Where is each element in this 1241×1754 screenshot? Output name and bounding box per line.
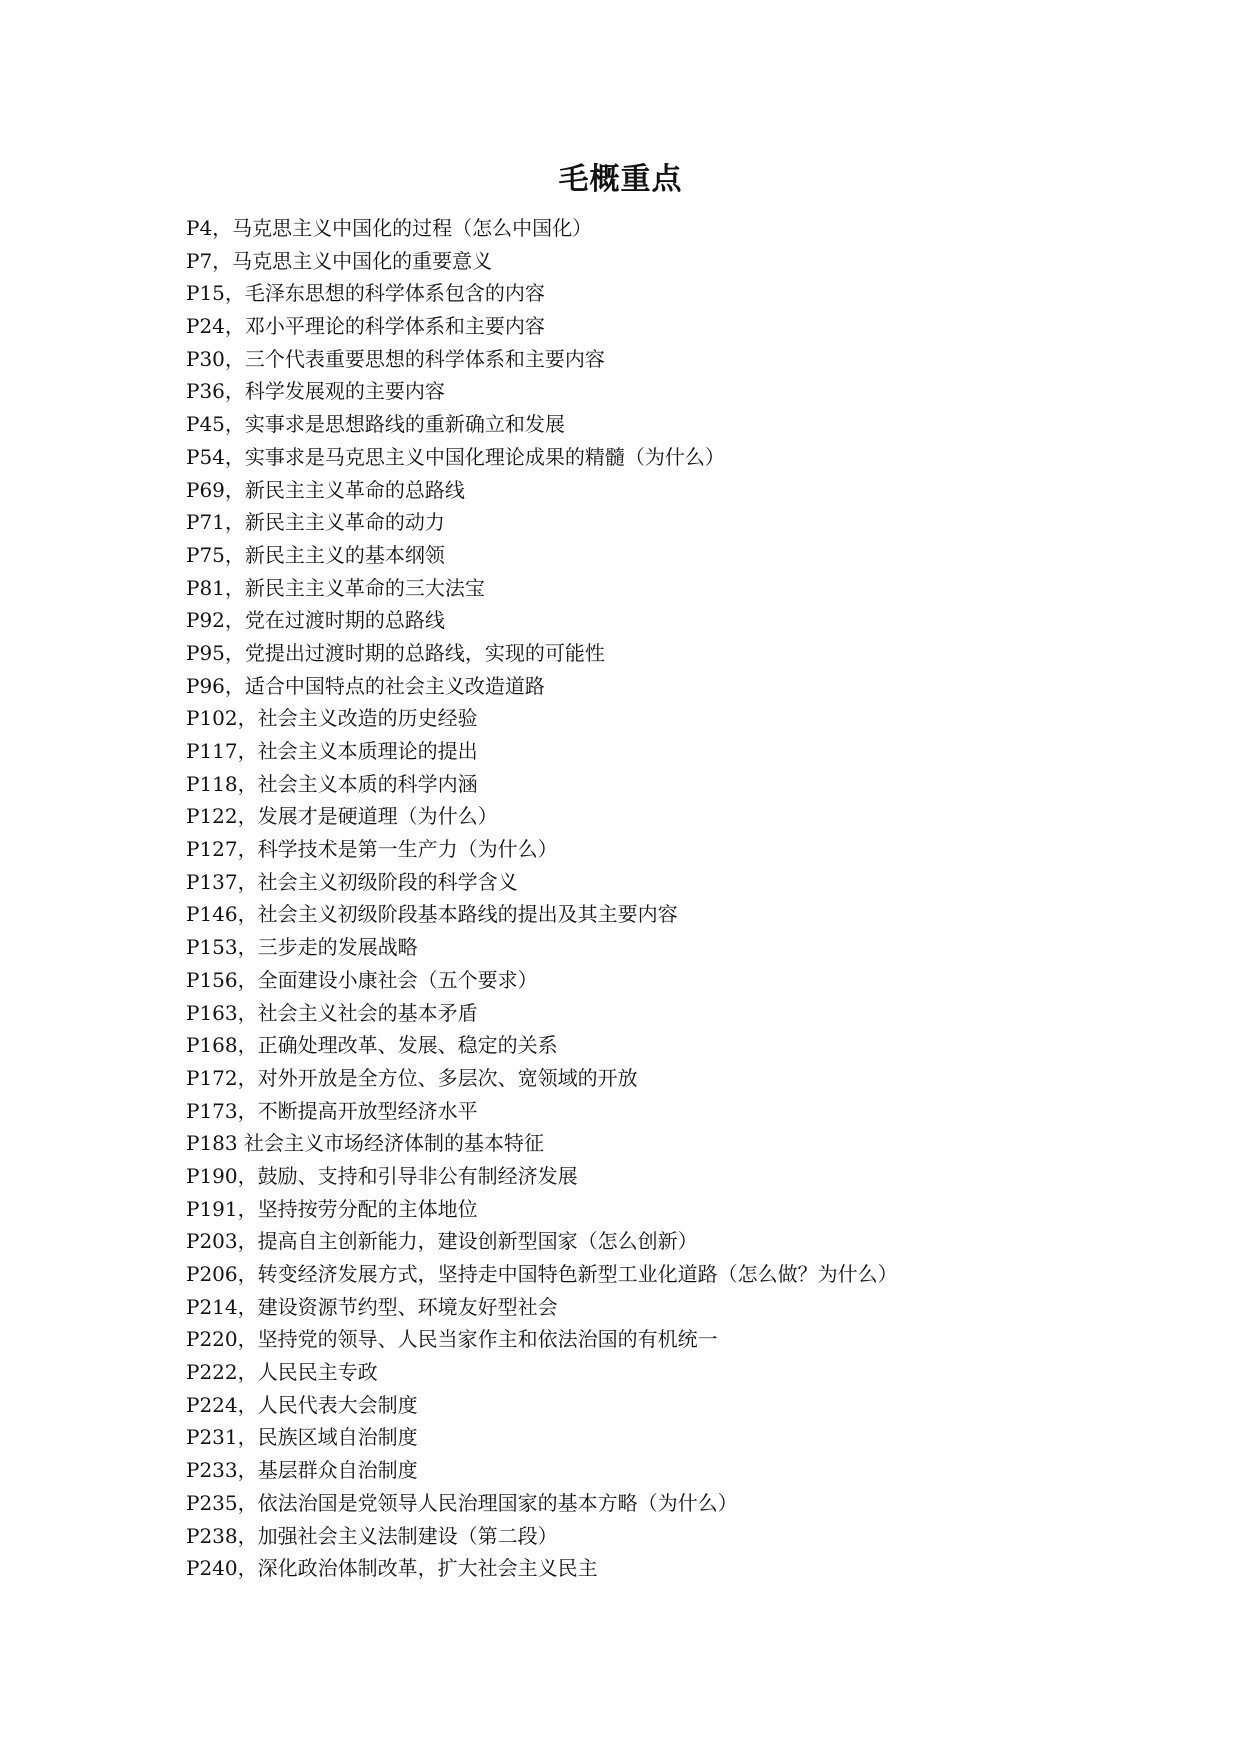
- list-item: P153，三步走的发展战略: [186, 935, 418, 960]
- list-item: P92，党在过渡时期的总路线: [186, 608, 445, 633]
- list-item: P15，毛泽东思想的科学体系包含的内容: [186, 281, 545, 306]
- list-item: P146，社会主义初级阶段基本路线的提出及其主要内容: [186, 902, 678, 927]
- list-item: P75，新民主主义的基本纲领: [186, 542, 445, 567]
- list-item: P54，实事求是马克思主义中国化理论成果的精髓（为什么）: [186, 444, 725, 469]
- list-item: P137，社会主义初级阶段的科学含义: [186, 869, 518, 894]
- list-item: P71，新民主主义革命的动力: [186, 510, 445, 535]
- list-item: P122，发展才是硬道理（为什么）: [186, 804, 498, 829]
- list-item: P102，社会主义改造的历史经验: [186, 706, 478, 731]
- list-item: P127，科学技术是第一生产力（为什么）: [186, 837, 558, 862]
- list-item: P214，建设资源节约型、环境友好型社会: [186, 1294, 558, 1319]
- list-item: P222，人民民主专政: [186, 1360, 378, 1385]
- key-points-list: [186, 212, 1196, 1585]
- page-title: 毛概重点: [558, 162, 683, 197]
- list-item: P220，坚持党的领导、人民当家作主和依法治国的有机统一: [186, 1327, 718, 1352]
- list-item: P240，深化政治体制改革，扩大社会主义民主: [186, 1556, 598, 1581]
- list-item: P4，马克思主义中国化的过程（怎么中国化）: [186, 216, 593, 240]
- list-item: P190，鼓励、支持和引导非公有制经济发展: [186, 1163, 578, 1188]
- list-item: P163，社会主义社会的基本矛盾: [186, 1000, 478, 1025]
- list-item: P183 社会主义市场经济体制的基本特征: [186, 1131, 544, 1156]
- list-item: P233，基层群众自治制度: [186, 1458, 418, 1483]
- list-item: P36，科学发展观的主要内容: [186, 379, 445, 404]
- list-item: P231，民族区域自治制度: [186, 1425, 418, 1450]
- list-item: P24，邓小平理论的科学体系和主要内容: [186, 314, 545, 339]
- list-item: P173，不断提高开放型经济水平: [186, 1098, 478, 1123]
- list-item: P168，正确处理改革、发展、稳定的关系: [186, 1033, 558, 1058]
- list-item: P117，社会主义本质理论的提出: [186, 739, 478, 763]
- list-item: P81，新民主主义革命的三大法宝: [186, 575, 485, 600]
- list-item: P191，坚持按劳分配的主体地位: [186, 1196, 478, 1221]
- list-item: P235，依法治国是党领导人民治理国家的基本方略（为什么）: [186, 1490, 738, 1515]
- list-item: P238，加强社会主义法制建设（第二段）: [186, 1523, 558, 1548]
- list-item: P224，人民代表大会制度: [186, 1392, 418, 1417]
- list-item: P203，提高自主创新能力，建设创新型国家（怎么创新）: [186, 1229, 698, 1254]
- list-item: P45，实事求是思想路线的重新确立和发展: [186, 412, 565, 437]
- list-item: P96，适合中国特点的社会主义改造道路: [186, 673, 545, 698]
- list-item: P206，转变经济发展方式，坚持走中国特色新型工业化道路（怎么做？为什么）: [186, 1262, 898, 1286]
- list-item: P7，马克思主义中国化的重要意义: [186, 248, 493, 273]
- list-item: P95，党提出过渡时期的总路线，实现的可能性: [186, 640, 605, 665]
- list-item: P30，三个代表重要思想的科学体系和主要内容: [186, 346, 605, 371]
- list-item: P156，全面建设小康社会（五个要求）: [186, 967, 538, 992]
- list-item: P172，对外开放是全方位、多层次、宽领域的开放: [186, 1065, 638, 1090]
- list-item: P69，新民主主义革命的总路线: [186, 477, 465, 502]
- list-item: P118，社会主义本质的科学内涵: [186, 771, 478, 796]
